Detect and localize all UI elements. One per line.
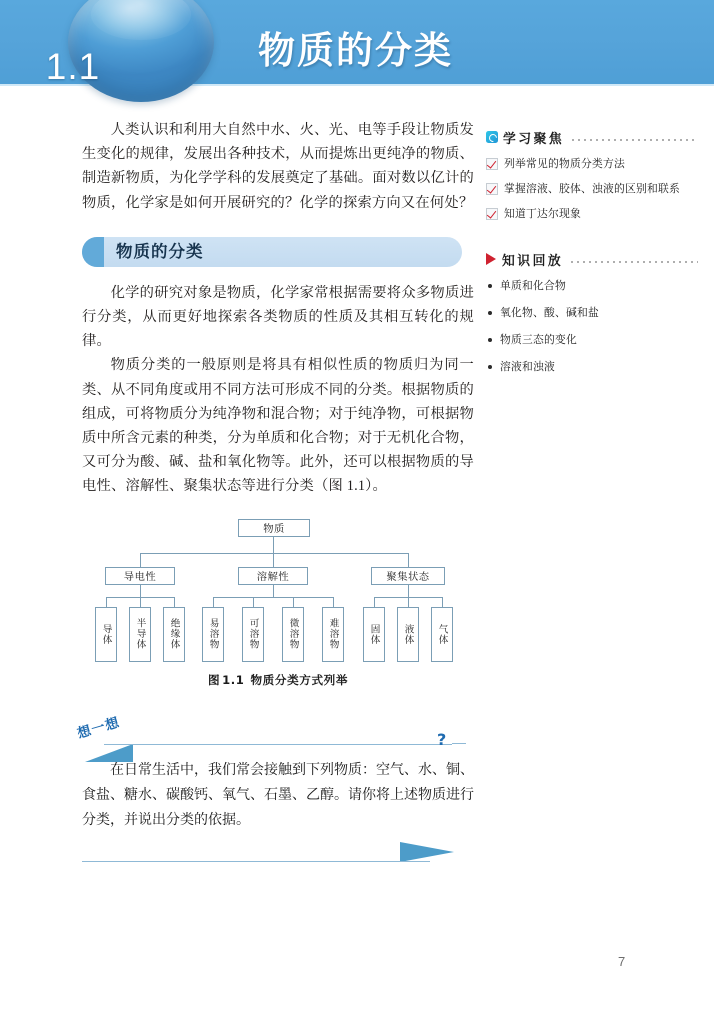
tree-node-leaf: 液体 bbox=[397, 607, 419, 662]
study-focus-list bbox=[486, 156, 698, 222]
list-item-label: 单质和化合物 bbox=[500, 279, 566, 292]
figure-caption-text: 物质分类方式列举 bbox=[250, 672, 349, 687]
list-item-label: 物质三态的变化 bbox=[500, 333, 577, 346]
tree-connector bbox=[442, 597, 443, 607]
tree-connector bbox=[408, 585, 409, 597]
bullet-icon bbox=[488, 338, 492, 342]
list-item bbox=[486, 278, 698, 294]
tree-node-leaf: 半导体 bbox=[129, 607, 151, 662]
figure-caption bbox=[82, 672, 474, 688]
tree-connector bbox=[408, 553, 409, 567]
list-item-label: 氧化物、酸、碱和盐 bbox=[500, 306, 599, 319]
tree-connector bbox=[140, 553, 141, 567]
tree-connector bbox=[293, 597, 294, 607]
tree-connector bbox=[374, 597, 375, 607]
tree-node-leaf: 易溶物 bbox=[202, 607, 224, 662]
list-item-label: 掌握溶液、胶体、浊液的区别和联系 bbox=[504, 182, 680, 195]
tree-connector bbox=[140, 597, 141, 607]
tree-connector bbox=[140, 585, 141, 597]
section-heading-tab bbox=[82, 237, 104, 267]
tree-node-leaf: 导体 bbox=[95, 607, 117, 662]
figure-caption-prefix: 图 bbox=[207, 672, 221, 687]
tree-node-root: 物质 bbox=[238, 519, 310, 537]
activity-label: 想一想 bbox=[75, 714, 122, 742]
page-title: 物质的分类 bbox=[258, 29, 453, 72]
activity-text: 在日常生活中，我们常会接触到下列物质：空气、水、铜、食盐、糖水、碳酸钙、氧气、石墨、乙醇。请你将上述物质进行分类，并说出分类的依据。 bbox=[82, 762, 474, 828]
tree-connector bbox=[213, 597, 333, 598]
tree-connector bbox=[174, 597, 175, 607]
study-focus-header bbox=[486, 128, 698, 146]
tree-connector bbox=[213, 597, 214, 607]
checkmark-icon bbox=[486, 183, 498, 195]
classification-tree-diagram bbox=[82, 519, 474, 664]
tree-connector bbox=[273, 553, 274, 567]
list-item bbox=[486, 156, 698, 172]
tree-connector bbox=[140, 553, 408, 554]
list-item-label: 知道丁达尔现象 bbox=[504, 207, 581, 220]
figure-1-1 bbox=[82, 519, 474, 688]
tree-connector bbox=[106, 597, 107, 607]
list-item bbox=[486, 332, 698, 348]
tree-node-leaf: 绝缘体 bbox=[163, 607, 185, 662]
tree-node-branch: 溶解性 bbox=[238, 567, 308, 585]
question-mark-icon: ? bbox=[437, 729, 447, 749]
right-sidebar bbox=[486, 128, 698, 386]
list-item-label: 列举常见的物质分类方法 bbox=[504, 157, 625, 170]
knowledge-recall-header bbox=[486, 250, 698, 268]
figure-caption-number: 1.1 bbox=[222, 672, 245, 687]
dotted-rule bbox=[570, 131, 698, 143]
tree-node-leaf: 难溶物 bbox=[322, 607, 344, 662]
bullet-icon bbox=[488, 284, 492, 288]
tree-connector bbox=[408, 597, 409, 607]
knowledge-recall-title: 知识回放 bbox=[502, 253, 564, 269]
bullet-icon bbox=[488, 311, 492, 315]
list-item-label: 溶液和浊液 bbox=[500, 360, 555, 373]
swirl-icon bbox=[486, 131, 498, 143]
tree-node-branch: 聚集状态 bbox=[371, 567, 445, 585]
tree-node-leaf: 微溶物 bbox=[282, 607, 304, 662]
activity-top-rule bbox=[104, 744, 452, 746]
tree-node-leaf: 可溶物 bbox=[242, 607, 264, 662]
list-item bbox=[486, 359, 698, 375]
think-activity-box bbox=[75, 714, 474, 874]
study-focus-title: 学习聚焦 bbox=[503, 131, 565, 147]
intro-paragraph: 人类认识和利用大自然中水、火、光、电等手段让物质发生变化的规律，发展出各种技术，从而提炼出更纯净的物质、制造新物质，为化学学科的发展奠定了基础。面对数以亿计的物质，化学家是如何开展研究的？化学的探索方向又在何处？ bbox=[82, 122, 474, 211]
activity-bottom-rule bbox=[82, 861, 430, 863]
chapter-number: 1.1 bbox=[45, 46, 101, 87]
tree-connector bbox=[273, 585, 274, 597]
dotted-rule bbox=[569, 253, 698, 265]
knowledge-recall-block bbox=[486, 250, 698, 375]
section-heading-label: 物质的分类 bbox=[116, 241, 204, 261]
list-item bbox=[486, 206, 698, 222]
list-item bbox=[486, 181, 698, 197]
main-content-column bbox=[75, 118, 474, 874]
bullet-icon bbox=[488, 365, 492, 369]
page-number: 7 bbox=[618, 954, 626, 969]
tree-node-branch: 导电性 bbox=[105, 567, 175, 585]
tree-node-leaf: 气体 bbox=[431, 607, 453, 662]
tree-connector bbox=[273, 537, 274, 553]
tree-node-leaf: 固体 bbox=[363, 607, 385, 662]
tree-connector bbox=[253, 597, 254, 607]
section-heading bbox=[82, 237, 462, 267]
checkmark-icon bbox=[486, 158, 498, 170]
checkmark-icon bbox=[486, 208, 498, 220]
study-focus-block bbox=[486, 128, 698, 222]
activity-qmark-rule bbox=[452, 743, 466, 745]
play-triangle-icon bbox=[486, 253, 496, 265]
body-paragraph-2: 物质分类的一般原则是将具有相似性质的物质归为同一类、从不同角度或用不同方法可形成不同的分类。根据物质的组成，可将物质分为纯净物和混合物；对于纯净物，可根据物质中所含元素的种类，分为单质和化合物；对于无机化合物，又可分为酸、碱、盐和氧化物等。此外，还可以根据物质的导电性、溶解性、聚集状态等进行分类（图 1.1）。 bbox=[82, 357, 474, 495]
list-item bbox=[486, 305, 698, 321]
body-paragraph-1: 化学的研究对象是物质，化学家常根据需要将众多物质进行分类，从而更好地探索各类物质的性质及其相互转化的规律。 bbox=[82, 284, 474, 350]
tree-connector bbox=[333, 597, 334, 607]
activity-right-arrow-icon bbox=[400, 842, 454, 862]
knowledge-recall-list bbox=[486, 278, 698, 375]
